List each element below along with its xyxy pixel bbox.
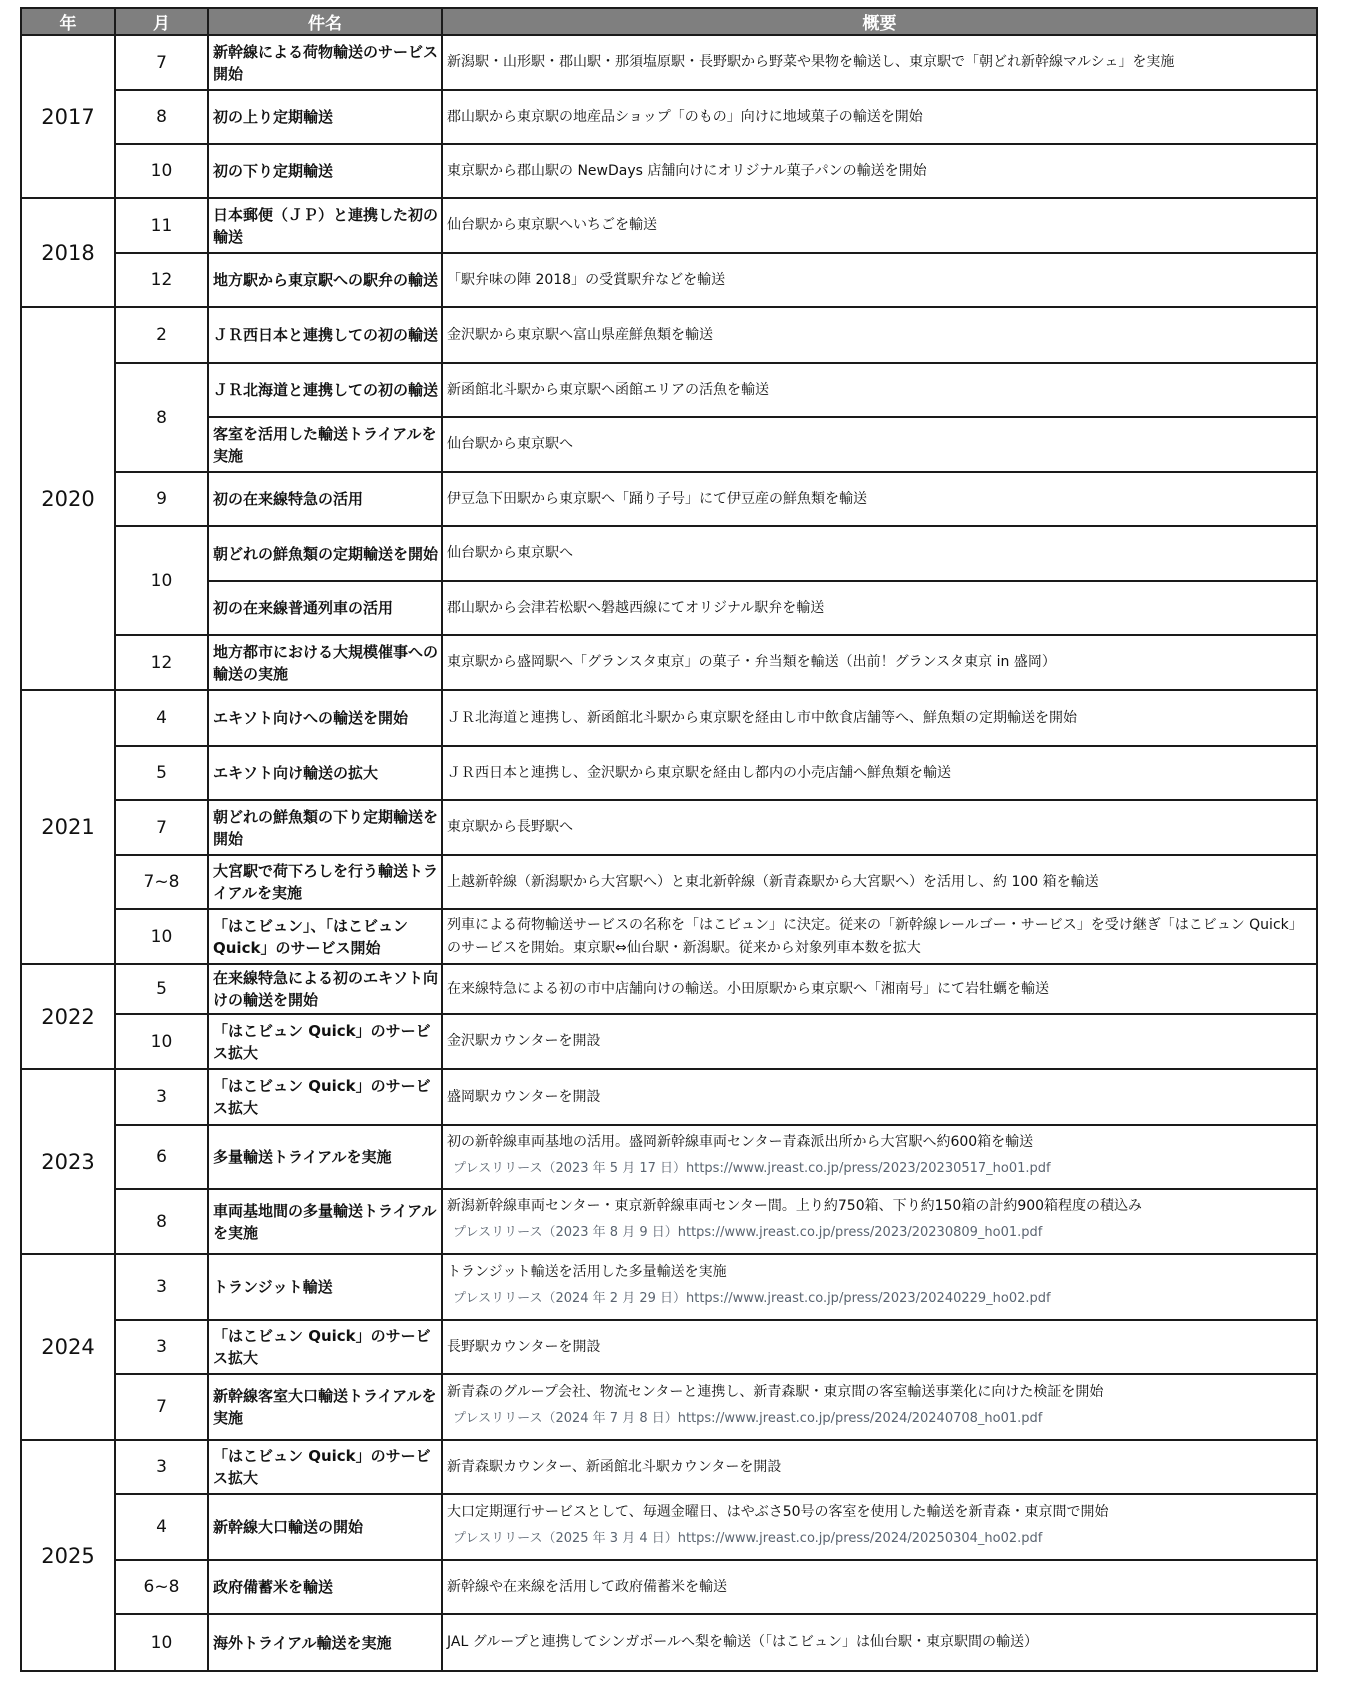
- month-cell: 12: [115, 253, 208, 307]
- month-cell: 4: [115, 690, 208, 746]
- summary-cell: [442, 1189, 1317, 1254]
- summary-text: ＪＲ北海道と連携し、新函館北斗駅から東京駅を経由し市中飲食店舗等へ、鮮魚類の定期輸送を開始: [447, 709, 1077, 726]
- title-cell: 在来線特急による初のエキソト向けの輸送を開始: [208, 964, 442, 1014]
- table-row: [21, 1069, 1317, 1125]
- table-row: [21, 635, 1317, 690]
- title-cell: 「はこビュン」、「はこビュン Quick」のサービス開始: [208, 909, 442, 964]
- title-cell: 日本郵便（ＪＰ）と連携した初の輸送: [208, 198, 442, 253]
- summary-cell: [442, 144, 1317, 198]
- month-cell: 10: [115, 144, 208, 198]
- summary-text: 仙台駅から東京駅へ: [447, 436, 573, 452]
- table-row: [21, 198, 1317, 253]
- summary-cell: [442, 855, 1317, 909]
- title-cell: 客室を活用した輸送トライアルを実施: [208, 417, 442, 472]
- header-month: 月: [115, 8, 208, 35]
- table-row: [21, 253, 1317, 307]
- table-row: [21, 1494, 1317, 1560]
- summary-cell: [442, 90, 1317, 144]
- month-cell: 10: [115, 1614, 208, 1671]
- press-release-link[interactable]: プレスリリース（2023 年 8 月 9 日）https://www.jreast.co.jp/press/2023/20230809_ho01.pdf: [453, 1225, 1043, 1240]
- summary-cell: [442, 1374, 1317, 1440]
- year-cell: 2025: [21, 1440, 115, 1671]
- summary-text: 東京駅から盛岡駅へ「グランスタ東京」の菓子・弁当類を輸送（出前！グランスタ東京 in 盛岡）: [447, 654, 1056, 670]
- summary-text: 東京駅から郡山駅の NewDays 店舗向けにオリジナル菓子パンの輸送を開始: [447, 162, 927, 179]
- table-row: [21, 1614, 1317, 1671]
- month-cell: 3: [115, 1440, 208, 1494]
- table-row: [21, 90, 1317, 144]
- summary-text: ＪＲ西日本と連携し、金沢駅から東京駅を経由し都内の小売店舗へ鮮魚類を輸送: [447, 764, 951, 781]
- summary-cell: [442, 417, 1317, 472]
- summary-text: 郡山駅から東京駅の地産品ショップ「のもの」向けに地域菓子の輸送を開始: [447, 108, 923, 125]
- summary-text: 新潟駅・山形駅・郡山駅・那須塩原駅・長野駅から野菜や果物を輸送し、東京駅で「朝どれ新幹線マルシェ」を実施: [447, 54, 1175, 70]
- month-cell: 7: [115, 35, 208, 90]
- table-row: [21, 1189, 1317, 1254]
- month-cell: 10: [115, 526, 208, 635]
- table-row: [21, 1320, 1317, 1374]
- title-cell: 朝どれの鮮魚類の下り定期輸送を開始: [208, 800, 442, 855]
- summary-cell: [442, 472, 1317, 526]
- title-cell: 地方駅から東京駅への駅弁の輸送: [208, 253, 442, 307]
- table-row: [21, 1560, 1317, 1614]
- summary-cell: [442, 909, 1317, 964]
- header-title: 件名: [208, 8, 442, 35]
- title-cell: ＪＲ西日本と連携しての初の輸送: [208, 307, 442, 363]
- table-row: [21, 144, 1317, 198]
- title-cell: 大宮駅で荷下ろしを行う輸送トライアルを実施: [208, 855, 442, 909]
- summary-text: 新青森のグループ会社、物流センターと連携し、新青森駅・東京間の客室輸送事業化に向けた検証を開始: [447, 1383, 1104, 1400]
- title-cell: 地方都市における大規模催事への輸送の実施: [208, 635, 442, 690]
- summary-cell: [442, 1014, 1317, 1069]
- summary-text: 大口定期運行サービスとして、毎週金曜日、はやぶさ50号の客室を使用した輸送を新青森・東京間で開始: [447, 1503, 1109, 1520]
- table-row: [21, 35, 1317, 90]
- summary-text: 盛岡駅カウンターを開設: [447, 1088, 601, 1105]
- summary-text: 長野駅カウンターを開設: [447, 1338, 601, 1355]
- summary-text: 新函館北斗駅から東京駅へ函館エリアの活魚を輸送: [447, 381, 769, 398]
- table-row: [21, 581, 1317, 635]
- summary-cell: [442, 746, 1317, 800]
- month-cell: 11: [115, 198, 208, 253]
- summary-cell: [442, 1125, 1317, 1189]
- table-row: [21, 307, 1317, 363]
- year-cell: 2021: [21, 690, 115, 964]
- summary-cell: [442, 363, 1317, 417]
- summary-cell: [442, 198, 1317, 253]
- year-cell: 2020: [21, 307, 115, 690]
- summary-text: 伊豆急下田駅から東京駅へ「踊り子号」にて伊豆産の鮮魚類を輸送: [447, 490, 867, 507]
- table-row: [21, 690, 1317, 746]
- summary-text: 「駅弁味の陣 2018」の受賞駅弁などを輸送: [447, 271, 726, 288]
- table-row: [21, 800, 1317, 855]
- month-cell: 6~8: [115, 1560, 208, 1614]
- summary-cell: [442, 635, 1317, 690]
- table-row: [21, 964, 1317, 1014]
- summary-text: 上越新幹線（新潟駅から大宮駅へ）と東北新幹線（新青森駅から大宮駅へ）を活用し、約 100 箱を輸送: [447, 873, 1099, 890]
- title-cell: 車両基地間の多量輸送トライアルを実施: [208, 1189, 442, 1254]
- month-cell: 4: [115, 1494, 208, 1560]
- table-row: [21, 417, 1317, 472]
- table-row: [21, 472, 1317, 526]
- title-cell: エキソト向けへの輸送を開始: [208, 690, 442, 746]
- month-cell: 3: [115, 1320, 208, 1374]
- summary-cell: [442, 964, 1317, 1014]
- summary-text: 初の新幹線車両基地の活用。盛岡新幹線車両センター青森派出所から大宮駅へ約600箱を輸送: [447, 1133, 1034, 1150]
- summary-text: 郡山駅から会津若松駅へ磐越西線にてオリジナル駅弁を輸送: [447, 599, 825, 616]
- title-cell: 「はこビュン Quick」のサービス拡大: [208, 1320, 442, 1374]
- year-cell: 2017: [21, 35, 115, 198]
- title-cell: 「はこビュン Quick」のサービス拡大: [208, 1069, 442, 1125]
- month-cell: 5: [115, 964, 208, 1014]
- title-cell: 「はこビュン Quick」のサービス拡大: [208, 1014, 442, 1069]
- month-cell: 8: [115, 90, 208, 144]
- summary-text: 仙台駅から東京駅へ: [447, 545, 573, 561]
- year-cell: 2024: [21, 1254, 115, 1440]
- title-cell: 多量輸送トライアルを実施: [208, 1125, 442, 1189]
- summary-text: 新潟新幹線車両センター・東京新幹線車両センター間。上り約750箱、下り約150箱の計約900箱程度の積込み: [447, 1198, 1143, 1214]
- timeline-table-wrapper: [20, 7, 1318, 1672]
- summary-cell: [442, 690, 1317, 746]
- table-row: [21, 1254, 1317, 1320]
- month-cell: 12: [115, 635, 208, 690]
- summary-text: 在来線特急による初の市中店舗向けの輸送。小田原駅から東京駅へ「湘南号」にて岩牡蠣を輸送: [447, 980, 1049, 997]
- summary-cell: [442, 1440, 1317, 1494]
- title-cell: 朝どれの鮮魚類の定期輸送を開始: [208, 526, 442, 581]
- month-cell: 10: [115, 909, 208, 964]
- title-cell: ＪＲ北海道と連携しての初の輸送: [208, 363, 442, 417]
- month-cell: 8: [115, 1189, 208, 1254]
- summary-cell: [442, 1560, 1317, 1614]
- press-release-link[interactable]: プレスリリース（2023 年 5 月 17 日）https://www.jreast.co.jp/press/2023/20230517_ho01.pdf: [453, 1160, 1051, 1176]
- title-cell: 初の在来線普通列車の活用: [208, 581, 442, 635]
- title-cell: 政府備蓄米を輸送: [208, 1560, 442, 1614]
- summary-text: 列車による荷物輸送サービスの名称を「はこビュン」に決定。従来の「新幹線レールゴー・サービス」を受け継ぎ「はこビュン Quick」のサービスを開始。東京駅⇔仙台駅・新潟駅。従来から対象列車本数を拡大: [447, 916, 1303, 956]
- table-row: [21, 1125, 1317, 1189]
- summary-cell: [442, 1254, 1317, 1320]
- month-cell: 3: [115, 1069, 208, 1125]
- title-cell: 新幹線大口輸送の開始: [208, 1494, 442, 1560]
- summary-cell: [442, 1614, 1317, 1671]
- month-cell: 2: [115, 307, 208, 363]
- table-row: [21, 1440, 1317, 1494]
- table-row: [21, 909, 1317, 964]
- title-cell: 新幹線による荷物輸送のサービス開始: [208, 35, 442, 90]
- table-row: [21, 526, 1317, 581]
- month-cell: 3: [115, 1254, 208, 1320]
- timeline-table: [20, 7, 1318, 1672]
- table-row: [21, 1014, 1317, 1069]
- summary-cell: [442, 1494, 1317, 1560]
- header-summary: 概要: [442, 8, 1317, 35]
- title-cell: 初の在来線特急の活用: [208, 472, 442, 526]
- table-row: [21, 1374, 1317, 1440]
- summary-cell: [442, 253, 1317, 307]
- title-cell: 海外トライアル輸送を実施: [208, 1614, 442, 1671]
- title-cell: トランジット輸送: [208, 1254, 442, 1320]
- title-cell: 初の下り定期輸送: [208, 144, 442, 198]
- header-row: [21, 8, 1317, 35]
- summary-cell: [442, 1320, 1317, 1374]
- summary-cell: [442, 800, 1317, 855]
- summary-text: トランジット輸送を活用した多量輸送を実施: [447, 1263, 727, 1280]
- month-cell: 7~8: [115, 855, 208, 909]
- month-cell: 7: [115, 800, 208, 855]
- month-cell: 6: [115, 1125, 208, 1189]
- table-row: [21, 746, 1317, 800]
- table-row: [21, 363, 1317, 417]
- month-cell: 7: [115, 1374, 208, 1440]
- press-release-link[interactable]: プレスリリース（2025 年 3 月 4 日）https://www.jreast.co.jp/press/2024/20250304_ho02.pdf: [453, 1530, 1043, 1546]
- month-cell: 9: [115, 472, 208, 526]
- summary-text: 金沢駅から東京駅へ富山県産鮮魚類を輸送: [447, 326, 713, 343]
- summary-cell: [442, 35, 1317, 90]
- summary-text: JAL グループと連携してシンガポールへ梨を輸送（「はこビュン」は仙台駅・東京駅間の輸送）: [447, 1634, 1038, 1650]
- month-cell: 10: [115, 1014, 208, 1069]
- summary-text: 仙台駅から東京駅へいちごを輸送: [447, 217, 657, 233]
- press-release-link[interactable]: プレスリリース（2024 年 2 月 29 日）https://www.jreast.co.jp/press/2023/20240229_ho02.pdf: [453, 1290, 1051, 1306]
- summary-cell: [442, 307, 1317, 363]
- title-cell: 「はこビュン Quick」のサービス拡大: [208, 1440, 442, 1494]
- month-cell: 8: [115, 363, 208, 472]
- year-cell: 2023: [21, 1069, 115, 1254]
- summary-cell: [442, 526, 1317, 581]
- title-cell: 新幹線客室大口輸送トライアルを実施: [208, 1374, 442, 1440]
- header-year: 年: [21, 8, 115, 35]
- summary-cell: [442, 1069, 1317, 1125]
- summary-text: 新青森駅カウンター、新函館北斗駅カウンターを開設: [447, 1458, 782, 1475]
- year-cell: 2022: [21, 964, 115, 1069]
- month-cell: 5: [115, 746, 208, 800]
- title-cell: 初の上り定期輸送: [208, 90, 442, 144]
- summary-text: 新幹線や在来線を活用して政府備蓄米を輸送: [447, 1578, 727, 1595]
- table-row: [21, 855, 1317, 909]
- summary-text: 東京駅から長野駅へ: [447, 819, 573, 835]
- press-release-link[interactable]: プレスリリース（2024 年 7 月 8 日）https://www.jreast.co.jp/press/2024/20240708_ho01.pdf: [453, 1410, 1043, 1426]
- title-cell: エキソト向け輸送の拡大: [208, 746, 442, 800]
- year-cell: 2018: [21, 198, 115, 307]
- summary-cell: [442, 581, 1317, 635]
- summary-text: 金沢駅カウンターを開設: [447, 1033, 601, 1049]
